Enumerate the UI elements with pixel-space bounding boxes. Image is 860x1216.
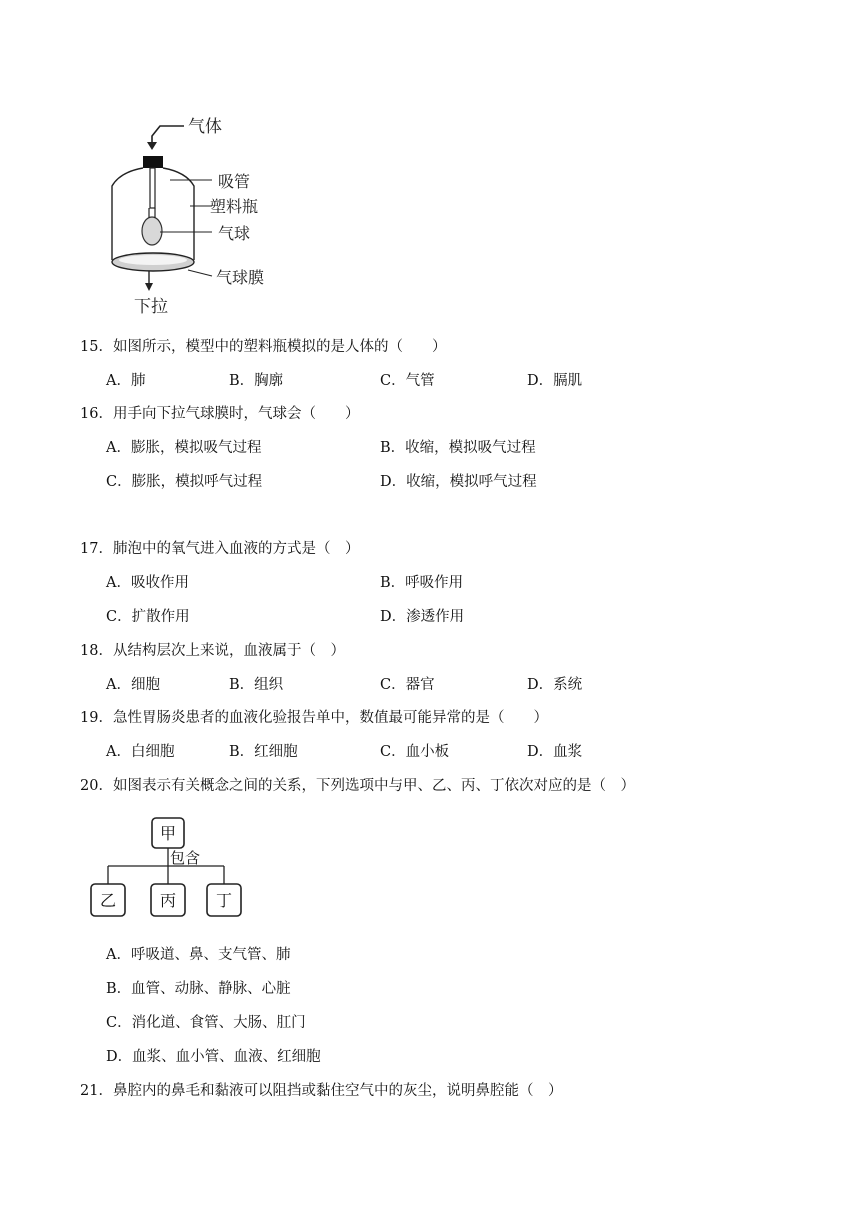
q20-option-a: A．呼吸道、鼻、支气管、肺 <box>106 947 291 963</box>
question-16: 16．用手向下拉气球膜时，气球会（ ） <box>80 406 360 422</box>
q18-option-c: C．器官 <box>380 677 435 693</box>
question-18: 18．从结构层次上来说，血液属于（ ） <box>80 643 345 659</box>
q17-option-a: A．吸收作用 <box>106 575 189 591</box>
gas-arrow-head <box>147 142 157 150</box>
pull-arrow <box>145 283 153 291</box>
q16-option-d: D．收缩，模拟呼气过程 <box>380 474 537 490</box>
q18-option-b: B．组织 <box>229 677 284 693</box>
node-child-3-label: 丁 <box>215 891 233 910</box>
label-gas: 气体 <box>188 117 222 137</box>
q18-option-a: A．细胞 <box>106 677 160 693</box>
question-17: 17．肺泡中的氧气进入血液的方式是（ ） <box>80 541 360 557</box>
balloon <box>142 217 162 245</box>
label-membrane: 气球膜 <box>216 268 265 287</box>
straw <box>150 168 155 208</box>
q19-option-a: A．白细胞 <box>106 744 175 760</box>
question-15: 15．如图所示，模型中的塑料瓶模拟的是人体的（ ） <box>80 339 447 355</box>
node-child-1-label: 乙 <box>99 891 117 910</box>
question-21: 21．鼻腔内的鼻毛和黏液可以阻挡或黏住空气中的灰尘，说明鼻腔能（ ） <box>80 1083 563 1099</box>
label-straw: 吸管 <box>218 172 251 191</box>
q15-option-d: D．膈肌 <box>527 373 583 389</box>
q16-option-a: A．膨胀，模拟吸气过程 <box>106 440 262 456</box>
q16-option-c: C．膨胀，模拟呼气过程 <box>106 474 263 490</box>
q15-option-c: C．气管 <box>380 373 435 389</box>
q15-option-a: A．肺 <box>106 373 146 389</box>
q20-option-d: D．血浆、血小管、血液、红细胞 <box>106 1049 321 1065</box>
question-19: 19．急性胃肠炎患者的血液化验报告单中，数值最可能异常的是（ ） <box>80 710 548 726</box>
q20-option-c: C．消化道、食管、大肠、肛门 <box>106 1015 306 1031</box>
question-20: 20．如图表示有关概念之间的关系，下列选项中与甲、乙、丙、丁依次对应的是（ ） <box>80 778 635 794</box>
q15-option-b: B．胸廓 <box>229 373 284 389</box>
label-bottle: 塑料瓶 <box>210 197 259 216</box>
concept-diagram <box>86 812 256 922</box>
gas-arrow <box>152 126 184 146</box>
q18-option-d: D．系统 <box>527 677 583 693</box>
q19-option-c: C．血小板 <box>380 744 450 760</box>
label-pull: 下拉 <box>134 297 168 317</box>
breathing-model-figure <box>100 108 300 320</box>
q16-option-b: B．收缩，模拟吸气过程 <box>380 440 536 456</box>
q20-option-b: B．血管、动脉、静脉、心脏 <box>106 981 291 997</box>
q19-option-d: D．血浆 <box>527 744 583 760</box>
label-balloon: 气球 <box>218 224 251 243</box>
relation-label: 包含 <box>170 849 201 867</box>
stopper <box>143 156 163 168</box>
q17-option-b: B．呼吸作用 <box>380 575 464 591</box>
q17-option-d: D．渗透作用 <box>380 609 465 625</box>
node-top-label: 甲 <box>159 824 177 843</box>
q19-option-b: B．红细胞 <box>229 744 298 760</box>
node-child-2-label: 丙 <box>159 891 177 910</box>
q17-option-c: C．扩散作用 <box>106 609 190 625</box>
